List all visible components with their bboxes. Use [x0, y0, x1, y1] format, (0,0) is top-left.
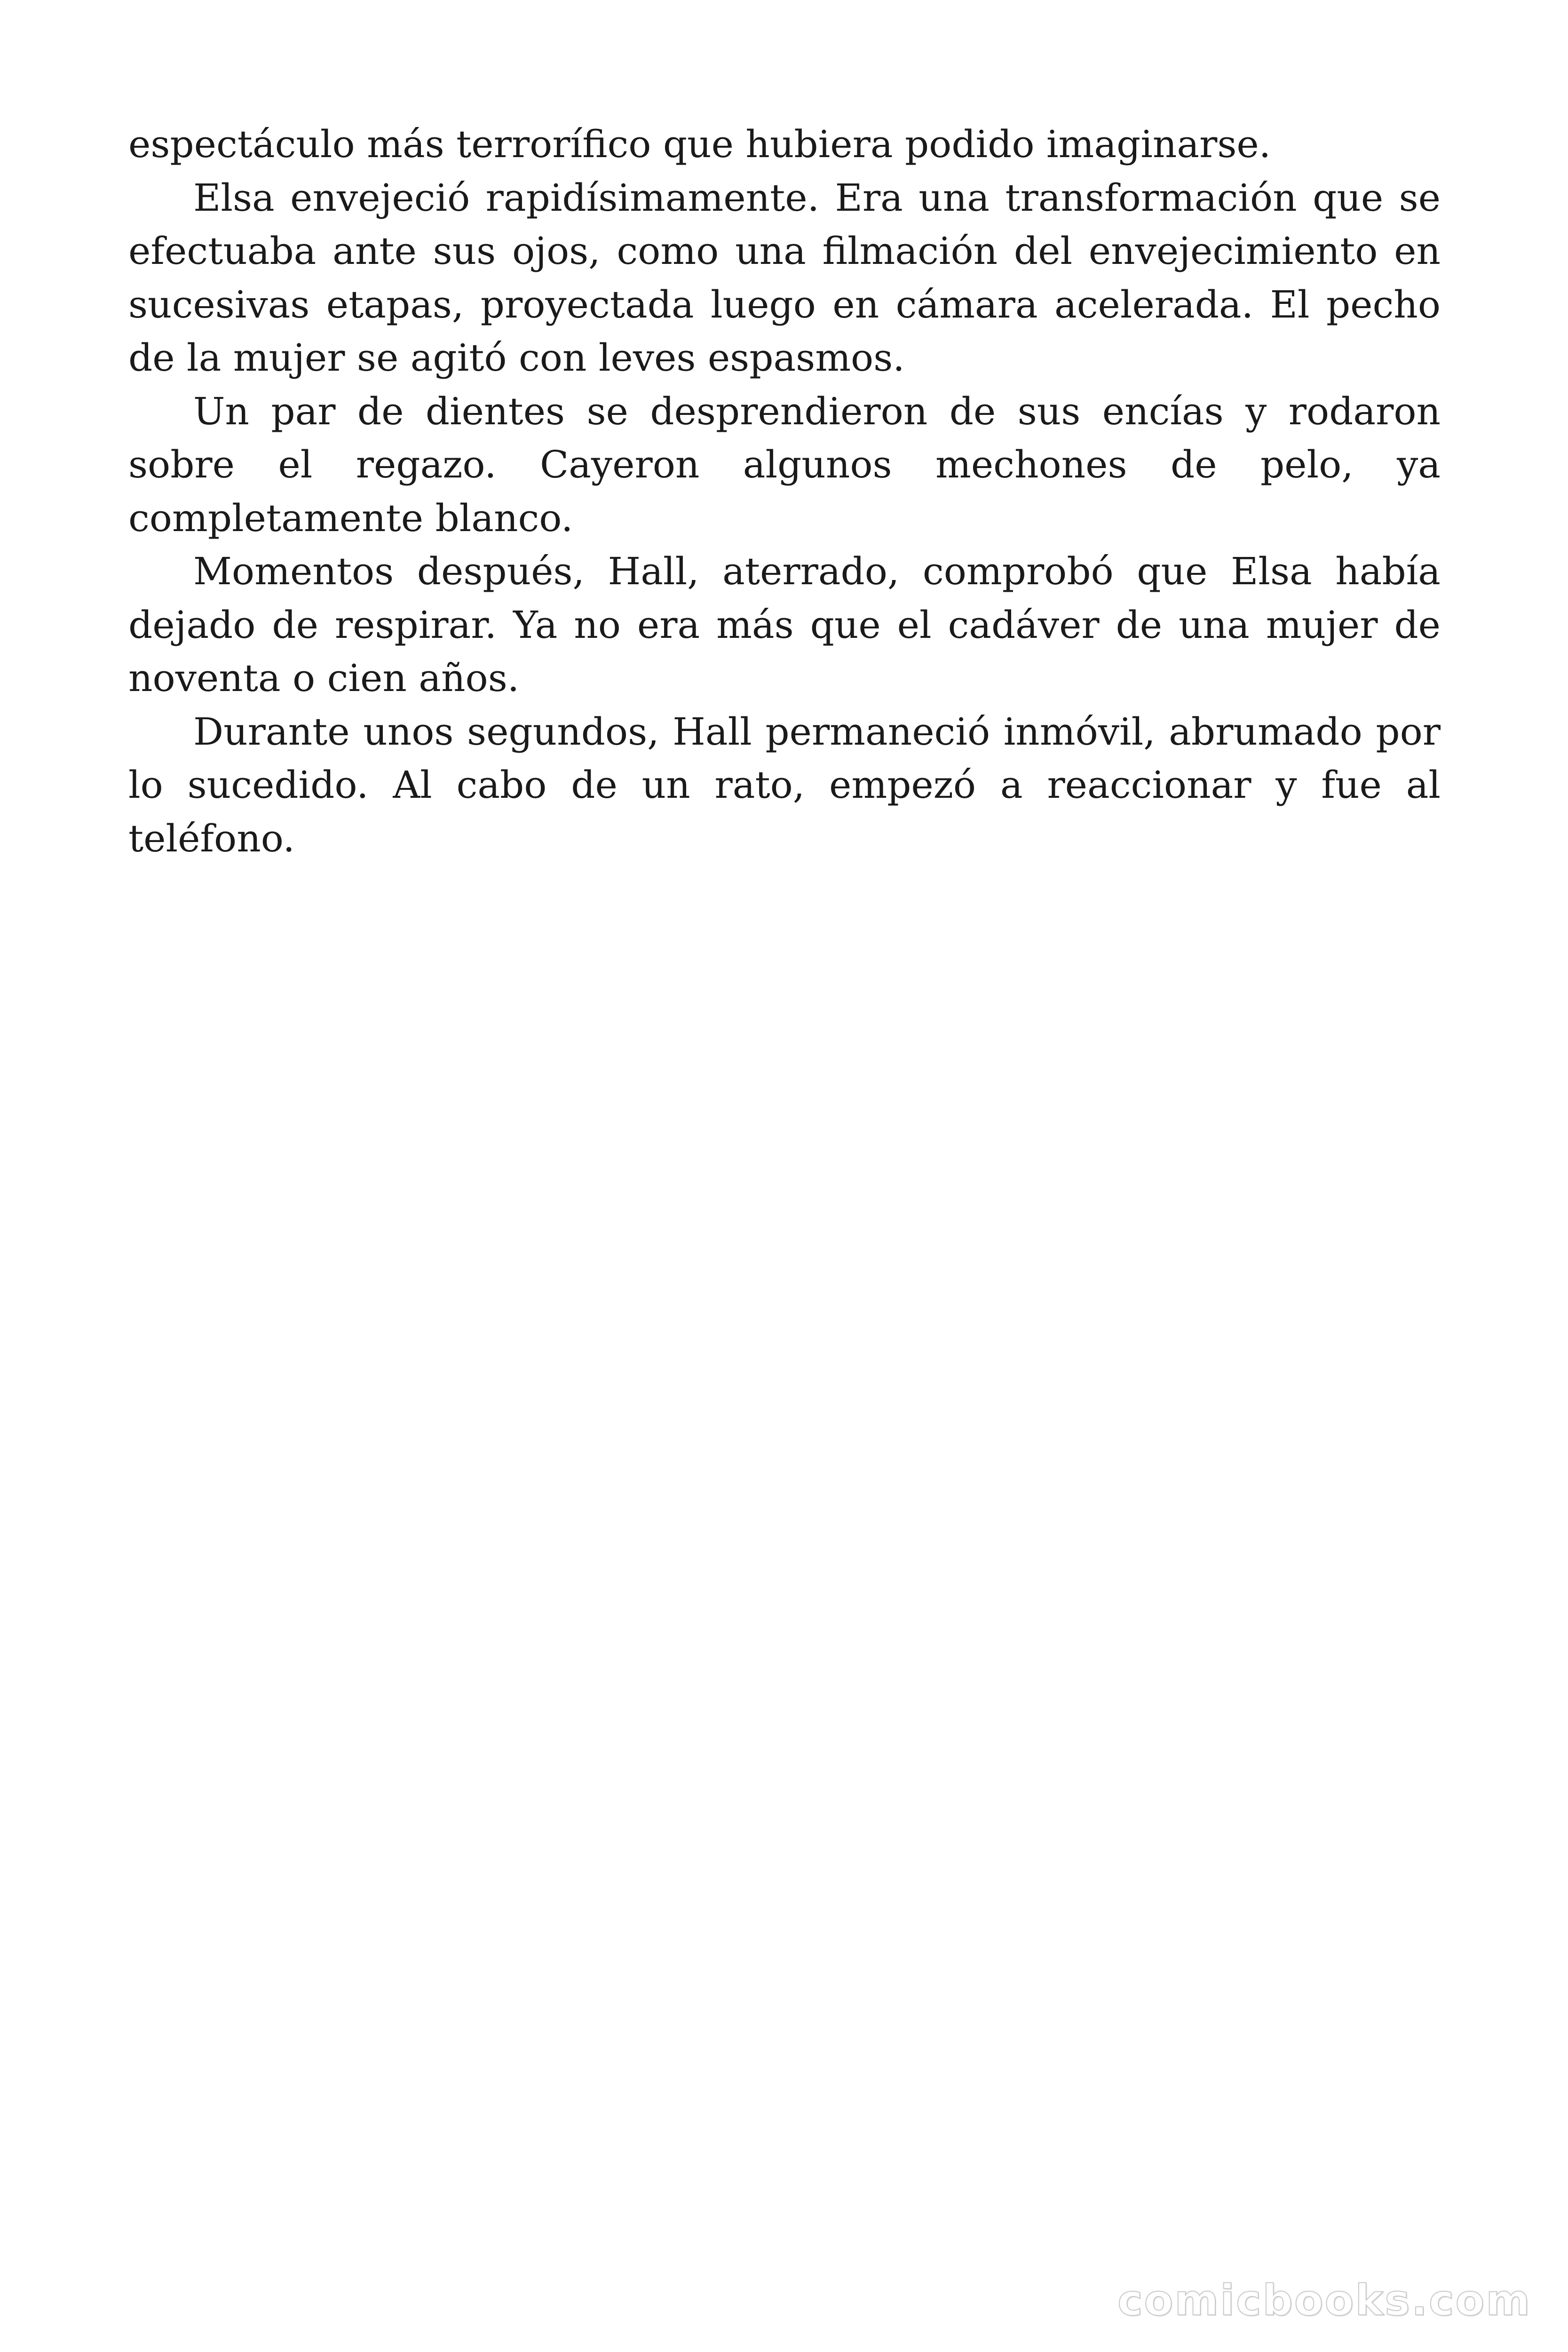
watermark: comicbooks.com [1117, 2276, 1531, 2325]
paragraph: Un par de dientes se desprendieron de sus encías y rodaron sobre el regazo. Cayeron algunos mechones de pelo, ya completamente blanco. [128, 389, 1441, 540]
paragraph: Durante unos segundos, Hall permaneció inmóvil, abrumado por lo sucedido. Al cabo de un rato, empezó a reaccionar y fue al teléfono. [128, 709, 1441, 860]
body-text [128, 118, 1441, 865]
paragraph-continuation: espectáculo más terrorífico que hubiera podido imaginarse. [128, 122, 1271, 166]
paragraph: Momentos después, Hall, aterrado, comprobó que Elsa había dejado de respirar. Ya no era más que el cadáver de una mujer de noventa o cien años. [128, 549, 1441, 700]
paragraph: Elsa envejeció rapidísimamente. Era una transformación que se efectuaba ante sus ojos, como una filmación del envejecimiento en sucesivas etapas, proyectada luego en cámara acelerada. El pecho de la mujer se agitó con leves espasmos. [128, 175, 1441, 380]
